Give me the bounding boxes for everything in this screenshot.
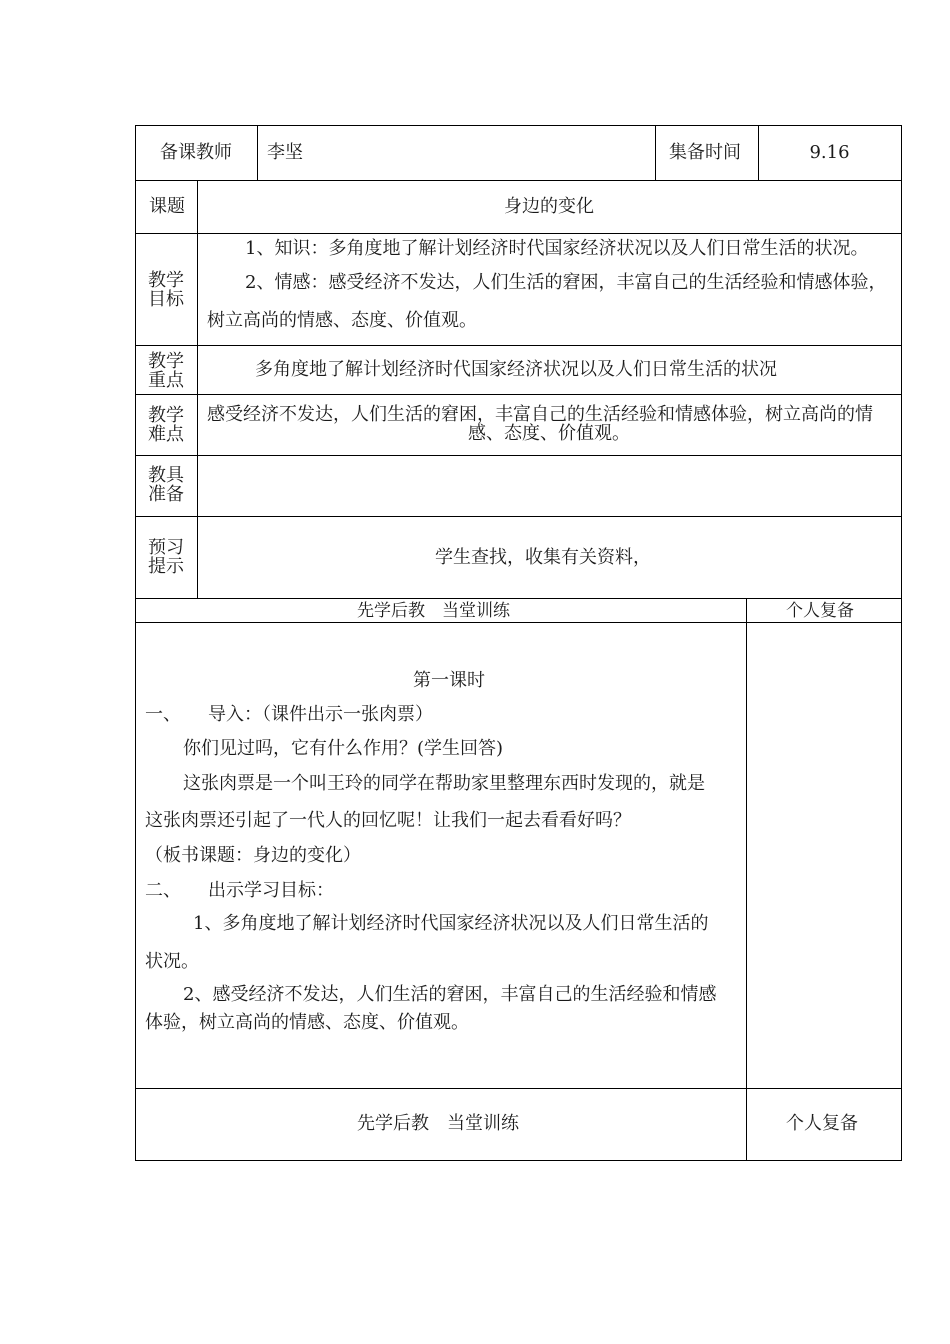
objectives-label: 教学 目标 <box>148 270 184 310</box>
topic-value: 身边的变化 <box>504 196 594 217</box>
lesson-line-1: 一、 导入：（课件出示一张肉票） <box>145 704 433 725</box>
key-points-value: 多角度地了解计划经济时代国家经济状况以及人们日常生活的状况 <box>255 359 777 380</box>
objectives-line-1: 1、知识：多角度地了解计划经济时代国家经济状况以及人们日常生活的状况。 <box>245 238 869 259</box>
row-divider <box>135 598 902 599</box>
label-column-divider <box>197 180 198 598</box>
header-divider <box>257 125 258 180</box>
row-divider <box>135 345 902 346</box>
key-points-label: 教学 重点 <box>148 351 184 391</box>
lesson-line-9: 2、感受经济不发达，人们生活的窘困，丰富自己的生活经验和情感 <box>183 984 717 1005</box>
preview-value: 学生查找，收集有关资料， <box>435 547 651 568</box>
time-value: 9.16 <box>809 142 850 163</box>
row-divider <box>135 516 902 517</box>
row-divider <box>135 233 902 234</box>
lesson-line-4: 这张肉票还引起了一代人的回忆呢！让我们一起去看看好吗？ <box>145 810 631 831</box>
footer-bar-left: 先学后教 当堂训练 <box>357 1113 519 1134</box>
row-divider <box>135 455 902 456</box>
objectives-line-3: 树立高尚的情感、态度、价值观。 <box>207 310 477 331</box>
objectives-line-2: 2、情感：感受经济不发达，人们生活的窘困，丰富自己的生活经验和情感体验， <box>245 272 887 293</box>
header-divider <box>655 125 656 180</box>
lesson-line-8: 状况。 <box>145 951 199 972</box>
teacher-label: 备课教师 <box>160 142 232 163</box>
table-border-left <box>135 125 136 1161</box>
section-bar-right: 个人复备 <box>786 601 854 621</box>
lesson-line-3: 这张肉票是一个叫王玲的同学在帮助家里整理东西时发现的，就是 <box>183 773 705 794</box>
difficulties-line-1: 感受经济不发达，人们生活的窘困，丰富自己的生活经验和情感体验，树立高尚的情 <box>207 404 873 425</box>
lesson-line-6: 二、 出示学习目标： <box>145 880 334 901</box>
row-divider <box>135 1088 902 1089</box>
lesson-line-10: 体验，树立高尚的情感、态度、价值观。 <box>145 1012 469 1033</box>
footer-bar-right: 个人复备 <box>786 1113 858 1134</box>
preview-label: 预习 提示 <box>148 537 184 577</box>
row-divider <box>135 394 902 395</box>
time-label: 集备时间 <box>669 142 741 163</box>
difficulties-line-2: 感、态度、价值观。 <box>468 423 630 444</box>
table-border-right <box>901 125 902 1161</box>
table-border-bottom <box>135 1160 902 1161</box>
topic-label: 课题 <box>149 196 185 217</box>
table-border-top <box>135 125 902 126</box>
row-divider <box>135 622 902 623</box>
row-divider <box>135 180 902 181</box>
section-bar-left: 先学后教 当堂训练 <box>357 601 510 621</box>
tools-label: 教具 准备 <box>148 465 184 505</box>
difficulties-label: 教学 难点 <box>148 405 184 445</box>
lesson-line-5: （板书课题：身边的变化） <box>145 845 361 866</box>
lesson-line-7: 1、多角度地了解计划经济时代国家经济状况以及人们日常生活的 <box>193 913 709 934</box>
lesson-title: 第一课时 <box>413 670 485 691</box>
lesson-line-2: 你们见过吗，它有什么作用？(学生回答) <box>183 738 504 759</box>
notes-column-divider <box>746 598 747 1161</box>
teacher-name: 李坚 <box>267 142 303 163</box>
